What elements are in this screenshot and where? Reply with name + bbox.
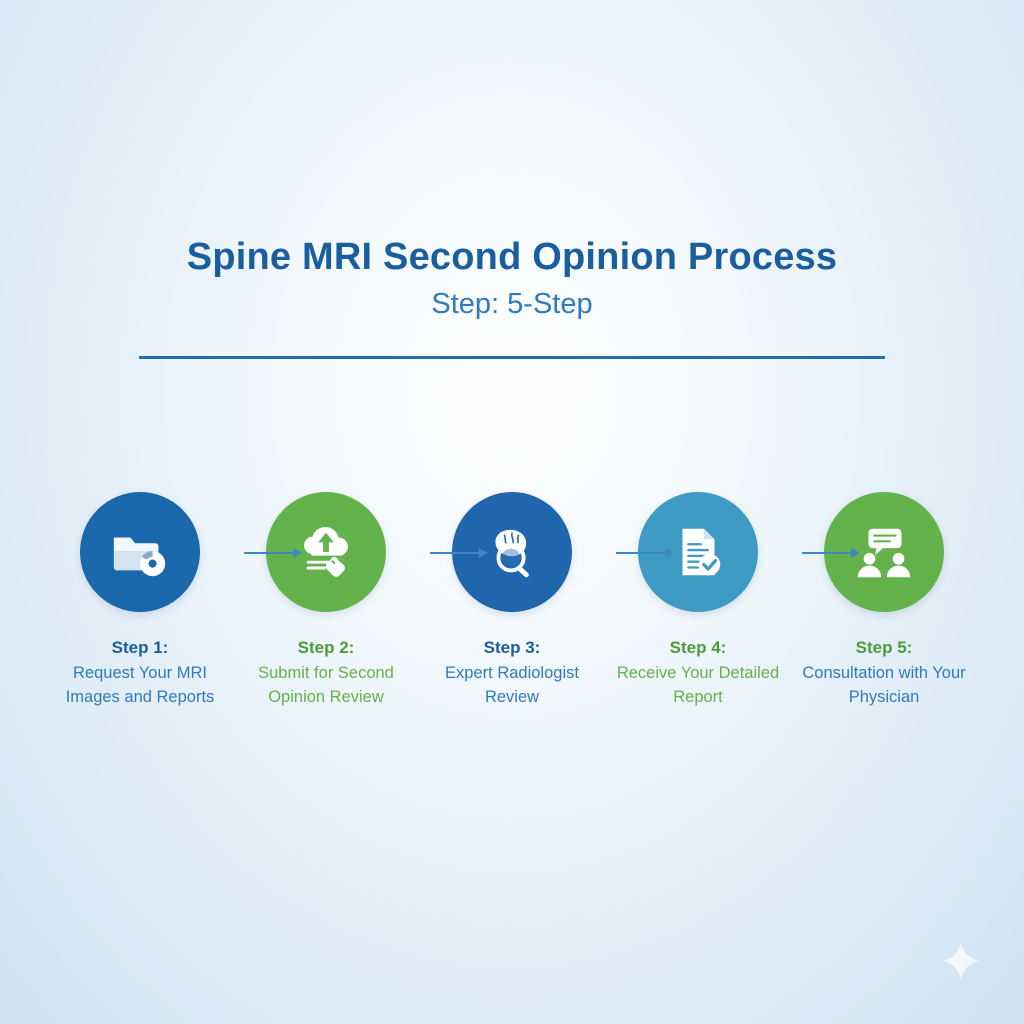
step-1-circle bbox=[80, 492, 200, 612]
step-2-labels bbox=[240, 636, 412, 709]
consultation-people-icon bbox=[853, 521, 915, 583]
step-1-description: Request Your MRI Images and Reports bbox=[65, 664, 215, 706]
process-step-2 bbox=[240, 492, 412, 709]
step-1-labels bbox=[54, 636, 226, 709]
step-4-label: Step 4: bbox=[669, 638, 727, 657]
sparkle-icon bbox=[940, 940, 982, 982]
step-3-description: Expert Radiologist Review bbox=[445, 664, 579, 706]
step-4-labels bbox=[612, 636, 784, 709]
step-2-label: Step 2: bbox=[297, 638, 355, 657]
step-5-description: Consultation with Your Physician bbox=[802, 664, 966, 706]
arrow-head-icon bbox=[293, 548, 302, 558]
arrow-head-icon bbox=[851, 548, 860, 558]
arrow-head-icon bbox=[479, 548, 488, 558]
folder-disc-icon bbox=[109, 521, 171, 583]
connector-arrow-2 bbox=[430, 552, 488, 554]
title-divider bbox=[139, 356, 885, 359]
cloud-upload-icon bbox=[295, 521, 357, 583]
page-subtitle: Step: 5-Step bbox=[431, 287, 593, 320]
arrow-head-icon bbox=[665, 548, 674, 558]
step-5-label: Step 5: bbox=[855, 638, 913, 657]
header bbox=[0, 236, 1024, 320]
step-4-description: Receive Your Detailed Report bbox=[616, 664, 780, 706]
step-5-labels bbox=[798, 636, 970, 709]
page-title: Spine MRI Second Opinion Process bbox=[186, 236, 838, 278]
process-flow bbox=[54, 492, 970, 742]
connector-arrow-4 bbox=[802, 552, 860, 554]
step-1-label: Step 1: bbox=[111, 638, 169, 657]
step-3-labels bbox=[426, 636, 598, 709]
connector-line bbox=[244, 552, 293, 554]
step-2-description: Submit for Second Opinion Review bbox=[258, 664, 394, 706]
connector-line bbox=[616, 552, 665, 554]
process-step-3 bbox=[426, 492, 598, 709]
document-check-icon bbox=[667, 521, 729, 583]
connector-arrow-3 bbox=[616, 552, 674, 554]
connector-arrow-1 bbox=[244, 552, 302, 554]
step-3-label: Step 3: bbox=[483, 638, 541, 657]
connector-line bbox=[430, 552, 479, 554]
process-step-4 bbox=[612, 492, 784, 709]
process-step-5 bbox=[798, 492, 970, 709]
process-step-1 bbox=[54, 492, 226, 709]
brain-magnifier-icon bbox=[481, 521, 543, 583]
connector-line bbox=[802, 552, 851, 554]
